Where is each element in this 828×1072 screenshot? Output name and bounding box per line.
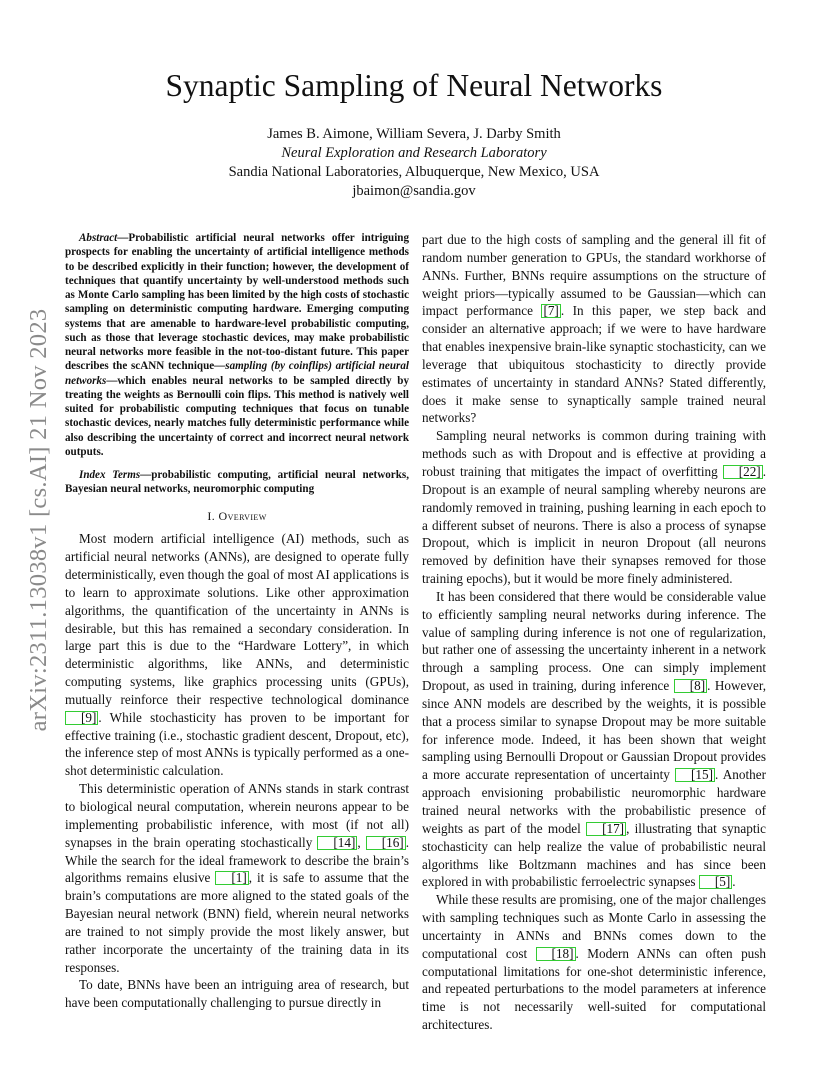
left-paragraph-1 bbox=[65, 530, 409, 780]
right-p3-text-d: , illustrating that synaptic stochasticity can help realize the value of probabilistic neural algorithms like Boltzmann machines and has since been explored in with probabilistic ferroelectric synapses bbox=[422, 820, 766, 890]
abstract-emphasis: sampling (by coinflips) artificial neural networks bbox=[65, 360, 409, 387]
section-heading bbox=[65, 508, 409, 526]
citation-link[interactable]: [16] bbox=[366, 836, 406, 850]
left-p1-text-b: . While stochasticity has proven to be important for effective training (i.e., stochastic gradient descent, Dropout, etc), the inference step of most ANNs is typically performed as a one-shot deterministic calculation. bbox=[65, 709, 409, 779]
right-paragraph-2 bbox=[422, 427, 766, 588]
abstract-label: Abstract bbox=[79, 232, 118, 244]
left-p2-text-a: This deterministic operation of ANNs stands in stark contrast to biological neural computation, wherein neurons appear to be implementing probabilistic inference, with most (if not all) synapses in the brain operating stochastically bbox=[65, 781, 409, 850]
citation-link[interactable]: [1] bbox=[215, 871, 248, 885]
right-p3-text-e: . bbox=[732, 874, 736, 890]
right-paragraph-4 bbox=[422, 891, 766, 1034]
right-p3-text-c: . Another approach envisioning probabilistic neuromorphic hardware trained neural networks with the probabilistic presence of weights as part of the model bbox=[422, 767, 766, 836]
right-paragraph-3 bbox=[422, 588, 766, 891]
left-paragraph-2 bbox=[65, 780, 409, 976]
citation-link[interactable]: [5] bbox=[699, 875, 732, 889]
citation-link[interactable]: [15] bbox=[675, 768, 715, 782]
right-p4-text-b: . Modern ANNs can often push computational limitations for one-shot deterministic inference, and repeated perturbations to the model parameters at inference time is not necessarily well-suited for computational architectures. bbox=[422, 945, 766, 1033]
citation-link[interactable]: [18] bbox=[536, 947, 576, 961]
author-block bbox=[60, 125, 768, 201]
right-p3-text-a: It has been considered that there would be considerable value to efficiently sampling neural networks during inference. The value of sampling during inference is not one of regularization, but rather one of assessing the uncertainty inherent in a network through a sampling process. One can simply implement Dropout, as used in training, during inference bbox=[422, 588, 766, 694]
paper-title: Synaptic Sampling of Neural Networks bbox=[165, 68, 663, 103]
left-p2-separator: , bbox=[357, 834, 366, 850]
citation-link[interactable]: [14] bbox=[317, 836, 357, 850]
left-p1-text-a: Most modern artificial intelligence (AI) methods, such as artificial neural networks (ANNs), are designed to operate fully deterministically, even though the goal of most AI applications is to learn to approximate solutions. Like other approximation algorithms, the quantification of the uncertainty in ANNs is desirable, but this has remained a secondary consideration. In large part this is due to the “Hardware Lottery”, in which deterministic algorithms, like ANNs, and deterministic computing systems, like graphics processing units (GPUs), mutually reinforce their respective technological dominance bbox=[65, 531, 409, 707]
right-p3-text-b: . However, since ANN models are described by the weights, it is possible that a process similar to synapse Dropout may be more suitable for inference mode. Indeed, it has been shown that weight sampling using Bernoulli Dropout or Gaussian Dropout provides a more accurate representation of uncertainty bbox=[422, 678, 766, 783]
citation-link[interactable]: [9] bbox=[65, 711, 98, 725]
citation-link[interactable]: [17] bbox=[586, 822, 626, 836]
left-p2-text-b: . While the search for the ideal framework to describe the brain’s algorithms remains elusive bbox=[65, 834, 409, 886]
abstract bbox=[65, 231, 409, 459]
right-p4-text-a: While these results are promising, one of the major challenges with sampling techniques such as Monte Carlo in assessing the uncertainty in ANNs and BNNs comes down to the computational cost bbox=[422, 892, 766, 961]
citation-link[interactable]: [8] bbox=[674, 679, 707, 693]
index-terms-label: Index Terms bbox=[79, 469, 141, 481]
section-title: Overview bbox=[218, 508, 267, 523]
right-p1-text-b: . In this paper, we step back and consider an alternative approach; if we were to have hardware that enables inexpensive brain-like synaptic stochasticity, can we leverage that ubiquitous stochasticity to directly provide estimates of uncertainty in standard ANNs? Stated differently, does it make sense to synaptically sample trained neural networks? bbox=[422, 303, 766, 426]
left-column bbox=[65, 231, 409, 1012]
right-p2-text-b: . Dropout is an example of neural sampling whereby neurons are randomly removed in training, pushing learning in each epoch to a different subset of neurons. There is also a process of synapse Dropout, which is implicit in neuron Dropout (all neurons removed by definition have their synapses removed for those training epochs), but it would be more finely administered. bbox=[422, 463, 766, 587]
section-number: I. bbox=[207, 508, 216, 523]
author-affiliation: Neural Exploration and Research Laboratory bbox=[281, 145, 547, 161]
left-p2-text-c: , it is safe to assume that the brain’s computations are more aligned to the stated goals of the Bayesian neural network (BNN) field, wherein neural networks are trained to not simply provide the most likely answer, but rather incorporate the uncertainty of the training data in its responses. bbox=[65, 870, 409, 975]
author-email: jbaimon@sandia.gov bbox=[352, 183, 476, 199]
right-p1-text-a: part due to the high costs of sampling and the general ill fit of random number generation to GPUs, the standard workhorse of ANNs. Further, BNNs require assumptions on the structure of weight priors—typically assumed to be Gaussian—which can impact performance bbox=[422, 232, 766, 319]
abstract-text-2: —which enables neural networks to be sampled directly by treating the weights as Bernoulli coin flips. This method is natively well suited for probabilistic computing techniques that focus on tunable stochastic devices, nearly matches fully deterministic performance while also describing the uncertainty of correct and incorrect neural network outputs. bbox=[65, 374, 409, 458]
right-paragraph-1 bbox=[422, 231, 766, 427]
arxiv-stamp-text: arXiv:2311.13038v1 [cs.AI] 21 Nov 2023 bbox=[25, 308, 52, 732]
left-paragraph-3: To date, BNNs have been an intriguing area of research, but have been computationally challenging to pursue directly in bbox=[65, 977, 409, 1011]
arxiv-identifier-stamp bbox=[24, 280, 54, 760]
abstract-text-1: —Probabilistic artificial neural networks offer intriguing prospects for enabling the uncertainty of artificial intelligence methods to be described explicitly in their function; however, the development of techniques that quantify uncertainty by well-understood methods such as Monte Carlo sampling has been limited by the high costs of stochastic sampling on deterministic computing hardware. Emerging computing systems that are amenable to hardware-level probabilistic computing, such as those that leverage stochastic devices, may make probabilistic neural networks more feasible in the not-too-distant future. This paper describes the scANN technique— bbox=[65, 232, 409, 373]
citation-link[interactable]: [22] bbox=[723, 465, 763, 479]
right-column bbox=[422, 231, 766, 1034]
author-names: James B. Aimone, William Severa, J. Darby Smith bbox=[267, 126, 561, 142]
right-p2-text-a: Sampling neural networks is common during training with methods such as with Dropout and is effective at providing a robust training that mitigates the impact of overfitting bbox=[422, 428, 766, 479]
citation-link[interactable]: [7] bbox=[543, 303, 559, 319]
author-institution: Sandia National Laboratories, Albuquerque, New Mexico, USA bbox=[228, 164, 600, 180]
index-terms-text: —probabilistic computing, artificial neural networks, Bayesian neural networks, neuromorphic computing bbox=[65, 469, 409, 496]
index-terms bbox=[65, 468, 409, 497]
